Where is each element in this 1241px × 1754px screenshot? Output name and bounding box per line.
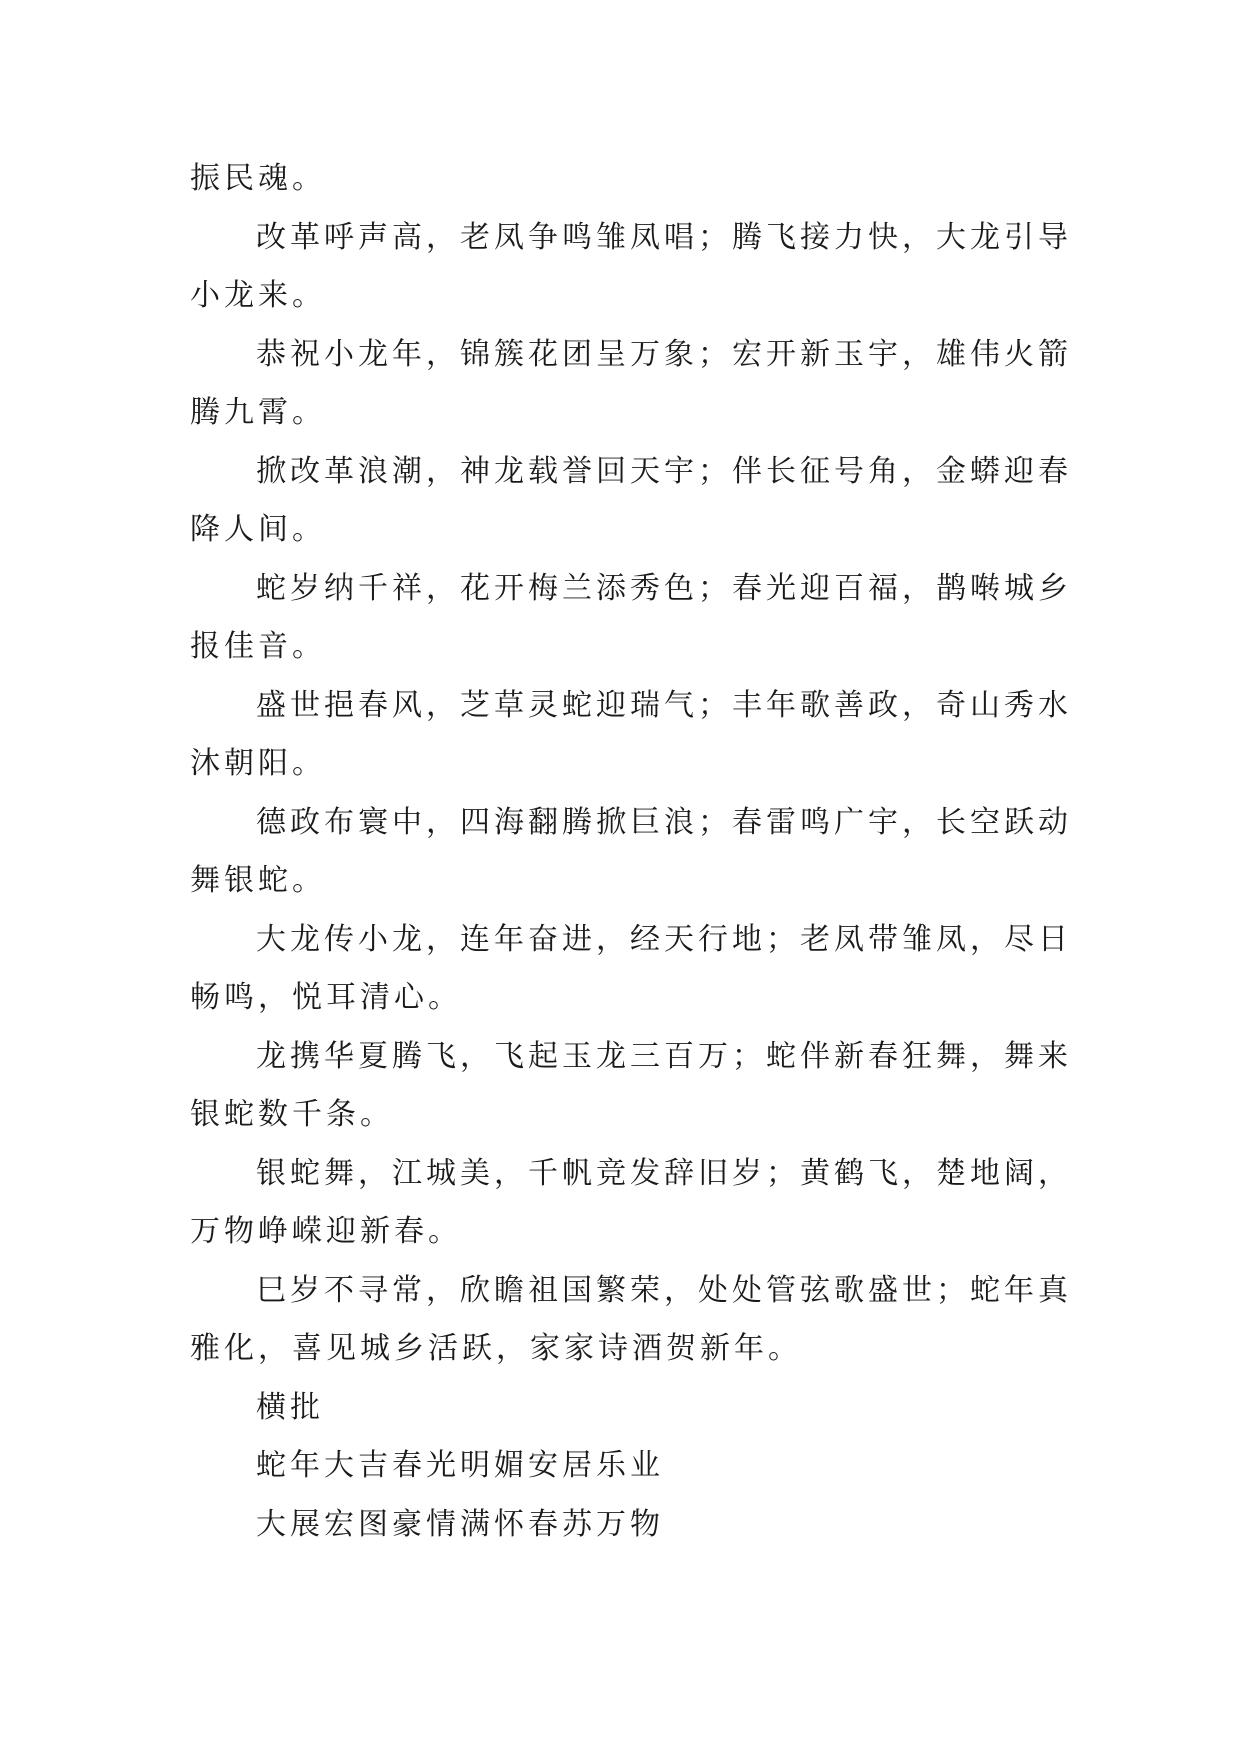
text-line: 恭祝小龙年，锦簇花团呈万象；宏开新玉宇，雄伟火箭 <box>256 336 1072 372</box>
text-line: 沐朝阳。 <box>190 746 326 781</box>
text-line: 畅鸣，悦耳清心。 <box>190 980 462 1015</box>
text-line: 银蛇数千条。 <box>190 1097 394 1132</box>
text-line: 万物峥嵘迎新春。 <box>190 1214 462 1249</box>
document-body <box>190 150 1072 1554</box>
text-line: 腾九霄。 <box>190 395 326 430</box>
text-line: 德政布寰中，四海翻腾掀巨浪；春雷鸣广宇，长空跃动 <box>256 804 1072 840</box>
text-line: 盛世挹春风，芝草灵蛇迎瑞气；丰年歌善政，奇山秀水 <box>256 687 1072 723</box>
text-line: 报佳音。 <box>190 629 326 664</box>
text-line: 掀改革浪潮，神龙载誉回天宇；伴长征号角，金蟒迎春 <box>256 453 1072 489</box>
text-line: 雅化，喜见城乡活跃，家家诗酒贺新年。 <box>190 1331 802 1366</box>
text-line: 龙携华夏腾飞，飞起玉龙三百万；蛇伴新春狂舞，舞来 <box>256 1038 1072 1074</box>
text-line: 振民魂。 <box>190 161 326 196</box>
text-line: 大龙传小龙，连年奋进，经天行地；老凤带雏凤，尽日 <box>256 921 1072 957</box>
horizontal-scroll-line: 蛇年大吉春光明媚安居乐业 <box>256 1448 664 1483</box>
text-line: 降人间。 <box>190 512 326 547</box>
text-line: 小龙来。 <box>190 278 326 313</box>
horizontal-scroll-line: 大展宏图豪情满怀春苏万物 <box>256 1506 664 1542</box>
text-line: 舞银蛇。 <box>190 863 326 898</box>
text-line: 巳岁不寻常，欣瞻祖国繁荣，处处管弦歌盛世；蛇年真 <box>256 1272 1072 1308</box>
text-line: 改革呼声高，老凤争鸣雏凤唱；腾飞接力快，大龙引导 <box>256 219 1072 255</box>
horizontal-scroll-heading: 横批 <box>256 1389 324 1425</box>
text-line: 蛇岁纳千祥，花开梅兰添秀色；春光迎百福，鹊啭城乡 <box>256 570 1072 606</box>
text-line: 银蛇舞，江城美，千帆竞发辞旧岁；黄鹤飞，楚地阔， <box>256 1155 1072 1191</box>
